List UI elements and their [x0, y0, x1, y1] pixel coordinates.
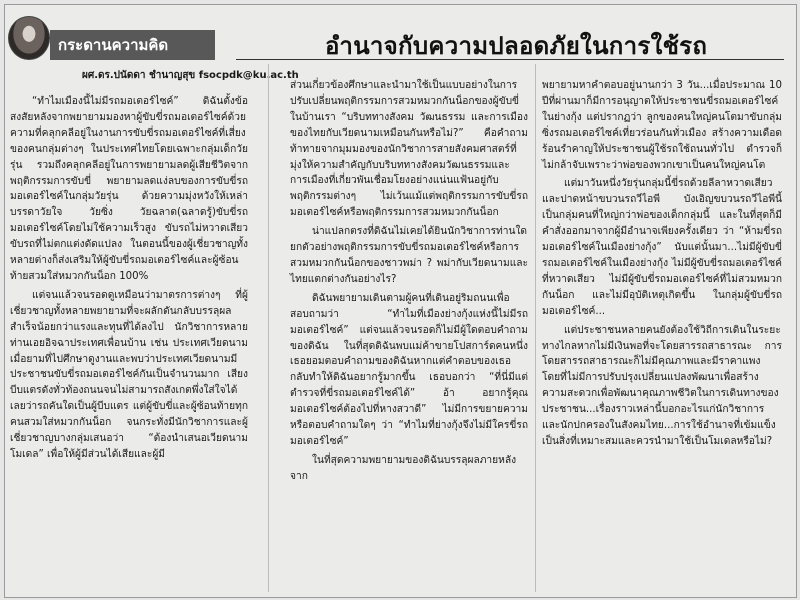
paragraph: พยายามหาคำตอบอยู่นานกว่า 3 วัน...เมื่อประมาณ 10 ปีที่ผ่านมาก็มีการอนุญาตให้ประชาชนขี่รถมอเตอร์ไซค์ในย่างกุ้ง แต่ปรากฏว่า ลูกของคนใหญ่คนโตมาขับกลุ่มซิ่งรถมอเตอร์ไซค์เที่ยวร่อนกันทั่วเมือง สร้างความเดือดร้อนรำคาญให้ประชาชนผู้ใช้รถใช้ถนนทั่วไป ตำรวจก็ไม่กล้าจับเพราะว่าพ่อของพวกเขาเป็นคนใหญ่คนโต	[542, 80, 782, 171]
column-name: กระดานความคิด	[58, 36, 169, 54]
paragraph: ส่วนเกี่ยวข้องศึกษาและนำมาใช้เป็นแบบอย่างในการปรับเปลี่ยนพฤติกรรมการสวมหมวกกันน็อกของผู้ขับขี่ในบ้านเรา “บริบททางสังคม วัฒนธรรม และการเมืองของไทยกับเวียดนามเหมือนกันหรือไม่?” คือคำถามท้าทายจากมุมมองของนักวิชาการสายสังคมศาสตร์ที่มุ่งให้ความสำคัญกับบริบททางสังคมวัฒนธรรมและการเมืองที่เกี่ยวพันเชื่อมโยงอย่างแน่นแฟ้นอยู่กับพฤติกรรมต่างๆ ไม่เว้นแม้แต่พฤติกรรมการขับขี่รถมอเตอร์ไซค์หรือพฤติกรรมการสวมหมวกกันน็อก	[290, 80, 528, 219]
headline: อำนาจกับความปลอดภัยในการใช้รถ	[325, 31, 708, 60]
article-column-3	[542, 78, 782, 450]
column-name-banner	[50, 30, 215, 60]
paragraph: แต่มาวันหนึ่งวัยรุ่นกลุ่มนี้ขี่รถด้วยลีลาหวาดเสียวและปาดหน้าขบวนรถวีไอพี บังเอิญขบวนรถวีไอพีนี้เป็นกลุ่มคนที่ใหญ่กว่าพ่อของเด็กกลุ่มนี้ และในที่สุดก็มี คำสั่งออกมาจากผู้มีอำนาจเพียงครั้งเดียว ว่า “ห้ามขี่รถมอเตอร์ไซค์ในเมืองย่างกุ้ง” นับแต่นั้นมา...ไม่มีผู้ขับขี่รถมอเตอร์ไซค์ในเมืองย่างกุ้ง ไม่มีผู้ขับขี่รถมอเตอร์ไซค์ที่หวาดเสียว ไม่มีผู้ขับขี่รถมอเตอร์ไซค์ที่ไม่สวมหมวกกันน็อก และไม่มีอุบัติเหตุเกิดขึ้น ในกลุ่มผู้ขับขี่รถมอเตอร์ไซค์...	[542, 178, 782, 317]
paragraph: ดิฉันพยายามเดินตามผู้คนที่เดินอยู่ริมถนนเพื่อสอบถามว่า “ทำไมที่เมืองย่างกุ้งแห่งนี้ไม่มีรถมอเตอร์ไซค์” แต่จนแล้วจนรอดก็ไม่มีผู้ใดตอบคำถามของดิฉัน ในที่สุดดิฉันพบแม่ค้าขายโปสการ์ดคนหนึ่งเธอยอมตอบคำถามของดิฉันหากแต่คำตอบของเธอกลับทำให้ดิฉันอยากรู้มากขึ้น เธอบอกว่า “ที่นี่มีแต่ตำรวจที่ขี่รถมอเตอร์ไซค์ได้” อ้า อยากรู้คุณมอเตอร์ไซค์ต้องไปที่หางสวาดี” ไม่มีการขยายความหรือตอบคำถามใดๆ ว่า “ทำไมที่ย่างกุ้งจึงไม่มีใครขี่รถมอเตอร์ไซค์”	[290, 292, 528, 447]
column-divider	[268, 64, 269, 592]
paragraph: แต่จนแล้วจนรอดดูเหมือนว่ามาตรการต่างๆ ที่ผู้เชี่ยวชาญทั้งหลายพยายามที่จะผลักดันกลับบรรลุผลสำเร็จน้อยกว่าแรงและทุนที่ได้ลงไป นักวิชาการหลายท่านเอยอิจฉาประเทศเพื่อนบ้าน เช่น ประเทศเวียดนาม เมื่อยามที่ไปศึกษาดูงานและพบว่าประเทศเวียดนามมีประชาชนขับขี่รถมอเตอร์ไซค์กันเป็นจำนวนมาก เสียงบีบแตรดังทั่วท้องถนนจนไม่สามารถสังเกตพึ่งใส่ใจได้เลยว่ารถคันใดเป็นผู้บีบแตร แต่ผู้ขับขี่และผู้ซ้อนท้ายทุกคนสวมใส่หมวกกันน็อก จนกระทั่งมีนักวิชาการและผู้เชี่ยวชาญบางกลุ่มเสนอว่า “ต้องนำเสนอเวียดนามโมเดล” เพื่อให้ผู้มีส่วนได้เสียและผู้มี	[10, 289, 248, 460]
column-divider	[535, 64, 536, 592]
paragraph: แต่ประชาชนหลายคนยังต้องใช้วิถีการเดินในระยะทางไกลหากไม่มีเงินพอที่จะโดยสารรถสาธารณะ การโดยสารรถสาธารณะก็ไม่มีคุณภาพและมีราคาแพง โดยที่ไม่มีการปรับปรุงเปลี่ยนแปลงพัฒนาเพื่อสร้างความสะดวกเพื่อพัฒนาคุณภาพชีวิตในการเดินทางของประชาชน...เรื่องราวเหล่านี้บอกอะไรแก่นักวิชาการและนักปกครองในสังคมไทย...การใช้อำนาจที่เข้มแข็งเป็นสิ่งที่เหมาะสมและควรนำมาใช้เป็นโมเดลหรือไม่?	[542, 324, 782, 447]
author-photo	[8, 16, 50, 60]
paragraph: ในที่สุดความพยายามของดิฉันบรรลุผลภายหลังจาก	[290, 454, 517, 482]
headline-rule	[236, 59, 784, 60]
article-column-1	[10, 94, 248, 463]
paragraph: น่าแปลกตรงที่ดิฉันไม่เคยได้ยินนักวิชาการท่านใดยกตัวอย่างพฤติกรรมการขับขี่รถมอเตอร์ไซค์หรือการสวมหมวกกันน็อกของชาวพม่า ? พม่ากับเวียดนามและไทยแตกต่างกันอย่างไร?	[290, 226, 528, 285]
paragraph: “ทำไมเมืองนี้ไม่มีรถมอเตอร์ไซค์” ดิฉันตั้งข้อสงสัยหลังจากพยายามมองหาผู้ขับขี่รถมอเตอร์ไซค์ด้วยความที่คลุกคลีอยู่ในงานการขับขี่รถมอเตอร์ไซค์ที่เสี่ยงของคนกลุ่มต่างๆ ในประเทศไทยโดยเฉพาะกลุ่มเด็กวัยรุ่น รวมถึงคลุกคลีอยู่ในการพยายามลดผู้เสียชีวิตจากพฤติกรรมการขับขี่ พยายามลดแง่ลบของการขับขี่รถมอเตอร์ไซค์ในกลุ่มวัยรุ่น ด้วยความมุ่งหวังให้เหล่าบรรดาวัยใจ วัยซิ่ง วัยฉลาด(ฉลาดรู้)ขับขี่รถมอเตอร์ไซค์โดยไม่ใช้ความเร็วสูง ขับรถไม่หวาดเสียว ขับรถที่ไม่ตกแต่งดัดแปลง ในตอนนี้ของผู้เชี่ยวชาญทั้งหลายต่างก็ส่งเสริมให้ผู้ขับขี่รถมอเตอร์ไซค์และผู้ซ้อนท้ายสวมใส่หมวกกันน็อก 100%	[10, 96, 248, 282]
byline: ผศ.ดร.ปนัดดา ชำนาญสุข fsocpdk@ku.ac.th	[82, 70, 299, 81]
article-column-2	[290, 78, 528, 485]
